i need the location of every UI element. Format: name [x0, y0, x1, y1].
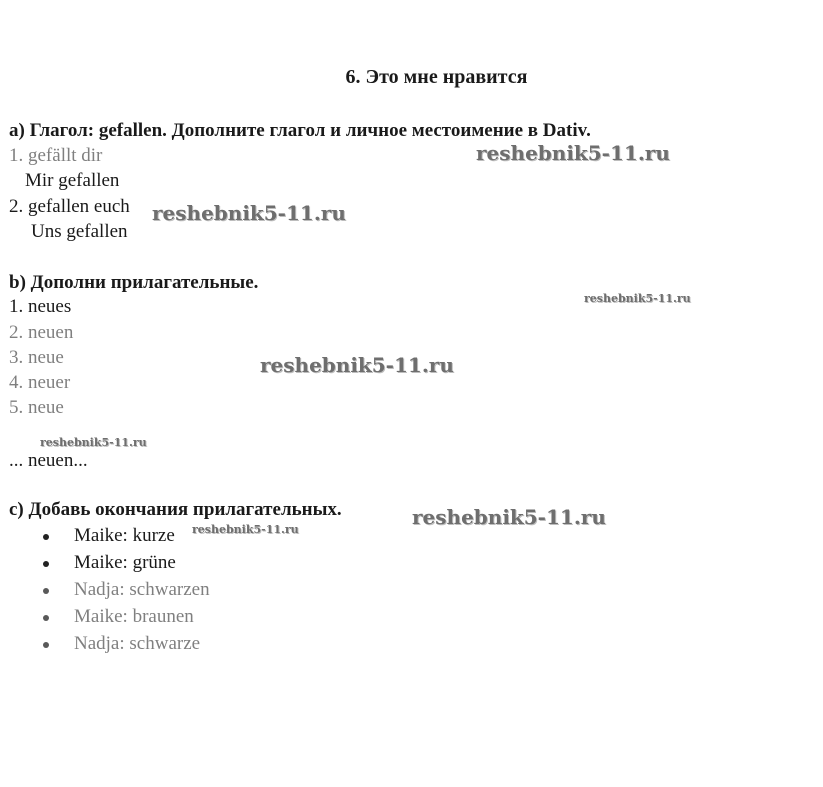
list-item	[0, 633, 400, 657]
section-b-line-4: 4. neuer	[9, 372, 71, 393]
section-a-heading: a) Глагол: gefallen. Дополните глагол и личное местоимение в Dativ.	[9, 120, 591, 141]
page-title: 6. Это мне нравится	[345, 66, 528, 88]
section-b-line-2: 2. neuen	[9, 322, 74, 343]
section-b-line-3: 3. neue	[9, 347, 64, 368]
list-item	[0, 606, 400, 630]
watermark: reshebnik5-11.ru	[152, 201, 346, 225]
bullet-icon	[43, 642, 49, 648]
section-a-line-4: Uns gefallen	[31, 221, 128, 242]
section-a-line-2: Mir gefallen	[25, 170, 120, 191]
bullet-icon	[43, 534, 49, 540]
section-b-line-6: ... neuen...	[9, 450, 88, 471]
list-item-text: Maike: braunen	[74, 606, 194, 627]
list-item-text: Maike: kurze	[74, 525, 175, 546]
section-c-heading: c) Добавь окончания прилагательных.	[9, 499, 342, 520]
section-b-line-5: 5. neue	[9, 397, 64, 418]
bullet-icon	[43, 561, 49, 567]
list-item	[0, 579, 400, 603]
section-a-line-3: 2. gefallen euch	[9, 196, 130, 217]
section-b-heading: b) Дополни прилагательные.	[9, 272, 259, 293]
watermark: reshebnik5-11.ru	[40, 436, 147, 449]
watermark: reshebnik5-11.ru	[476, 141, 670, 165]
list-item	[0, 552, 400, 576]
watermark: reshebnik5-11.ru	[412, 505, 606, 529]
watermark: reshebnik5-11.ru	[260, 353, 454, 377]
bullet-icon	[43, 615, 49, 621]
list-item-text: Nadja: schwarzen	[74, 579, 210, 600]
list-item-text: Maike: grüne	[74, 552, 176, 573]
watermark: reshebnik5-11.ru	[584, 292, 691, 305]
list-item-text: Nadja: schwarze	[74, 633, 201, 654]
bullet-icon	[43, 588, 49, 594]
section-b-line-1: 1. neues	[9, 296, 72, 317]
section-a-line-1: 1. gefällt dir	[9, 145, 103, 166]
watermark: reshebnik5-11.ru	[192, 523, 299, 536]
